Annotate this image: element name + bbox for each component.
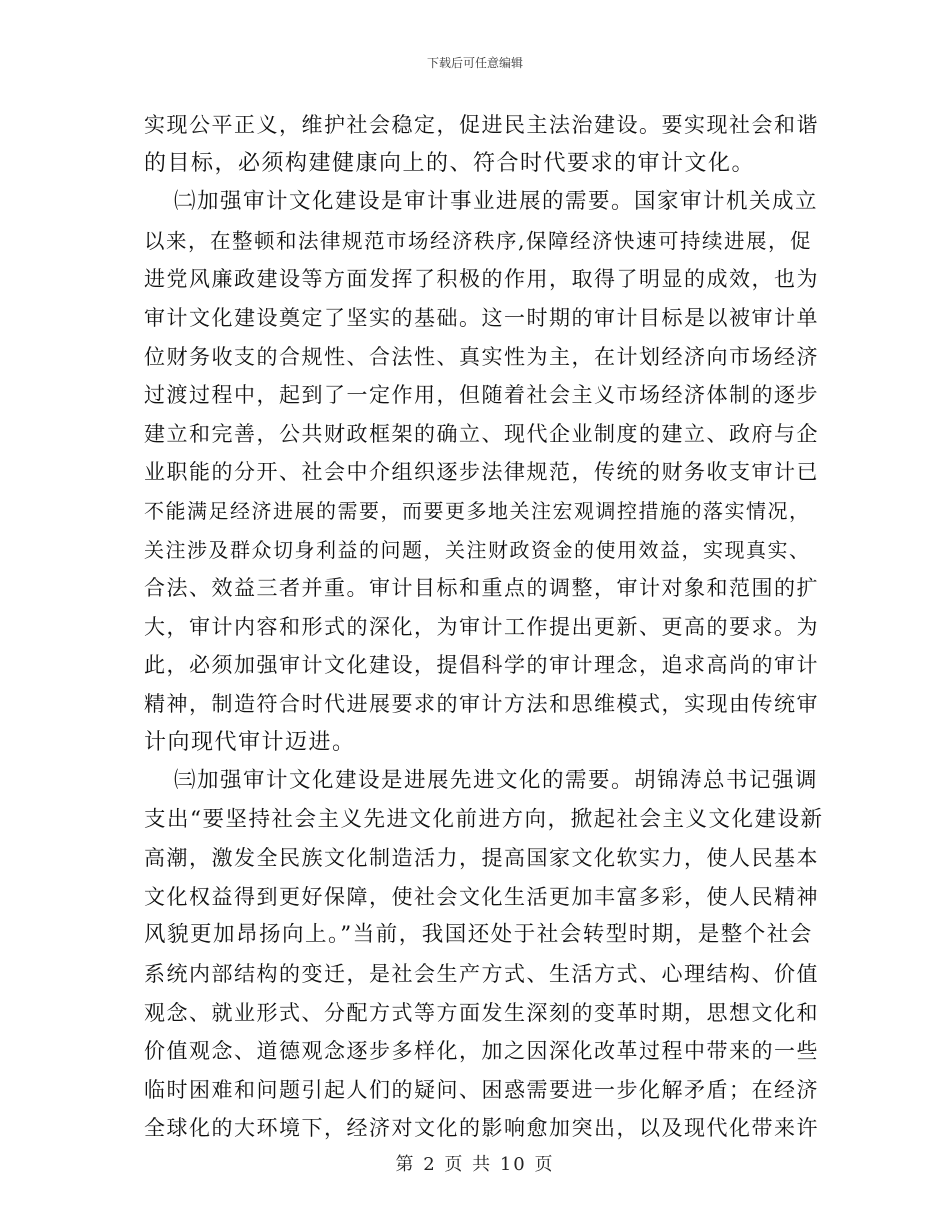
text-line: 位财务收支的合规性、合法性、真实性为主，在计划经济向市场经济 — [144, 344, 819, 369]
page-number-footer: 第 2 页 共 10 页 — [395, 1154, 555, 1175]
text-line: 计向现代审计迈进。 — [144, 729, 356, 755]
text-line: 此，必须加强审计文化建设，提倡科学的审计理念，追求高尚的审计 — [144, 653, 819, 678]
text-line: 风貌更加昂扬向上。”当前，我国还处于社会转型时期，是整个社会 — [144, 922, 813, 948]
text-line: 以来，在整顿和法律规范市场经济秩序,保障经济快速可持续进展，促 — [144, 228, 813, 253]
text-line: 文化权益得到更好保障，使社会文化生活更加丰富多彩，使人民精神 — [144, 884, 819, 909]
text-line: 关注涉及群众切身利益的问题，关注财政资金的使用效益，实现真实、 — [144, 537, 811, 562]
text-line: 合法、效益三者并重。审计目标和重点的调整，审计对象和范围的扩 — [144, 576, 819, 601]
text-line: 价值观念、道德观念逐步多样化，加之因深化改革过程中带来的一些 — [144, 1039, 819, 1064]
text-line: 观念、就业形式、分配方式等方面发生深刻的变革时期，思想文化和 — [144, 1000, 819, 1025]
text-line: 审计文化建设奠定了坚实的基础。这一时期的审计目标是以被审计单 — [144, 305, 819, 330]
text-line: 大，审计内容和形式的深化，为审计工作提出更新、更高的要求。为 — [144, 614, 819, 639]
text-line: 支出“要坚持社会主义先进文化前进方向，掀起社会主义文化建设新 — [144, 806, 824, 832]
paragraph-3-first-line: ㈢加强审计文化建设是进展先进文化的需要。胡锦涛总书记强调 — [174, 768, 819, 794]
document-body — [144, 106, 824, 1148]
text-line: 实现公平正义，维护社会稳定，促进民主法治建设。要实现社会和谐 — [144, 113, 819, 137]
text-line: 过渡过程中，起到了一定作用，但随着社会主义市场经济体制的逐步 — [144, 383, 819, 408]
paragraph-2-first-line: ㈡加强审计文化建设是审计事业进展的需要。国家审计机关成立 — [174, 189, 819, 215]
page-header-note: 下载后可任意编辑 — [426, 56, 523, 70]
text-line: 业职能的分开、社会中介组织逐步法律规范，传统的财务收支审计已 — [144, 460, 819, 485]
text-line: 的目标，必须构建健康向上的、符合时代要求的审计文化。 — [144, 150, 756, 176]
text-line: 精神，制造符合时代进展要求的审计方法和思维模式，实现由传统审 — [144, 691, 819, 716]
text-line: 高潮，激发全民族文化制造活力，提高国家文化软实力，使人民基本 — [144, 846, 819, 871]
text-line: 建立和完善，公共财政框架的确立、现代企业制度的建立、政府与企 — [144, 421, 819, 446]
text-line: 进党风廉政建设等方面发挥了积极的作用，取得了明显的成效，也为 — [144, 267, 819, 292]
text-line: 系统内部结构的变迁，是社会生产方式、生活方式、心理结构、价值 — [144, 962, 819, 987]
text-line: 临时困难和问题引起人们的疑问、困惑需要进一步化解矛盾；在经济 — [144, 1077, 819, 1102]
text-line: 不能满足经济进展的需要，而要更多地关注宏观调控措施的落实情况， — [144, 498, 811, 523]
text-line: 全球化的大环境下，经济对文化的影响愈加突出，以及现代化带来许 — [144, 1116, 819, 1141]
